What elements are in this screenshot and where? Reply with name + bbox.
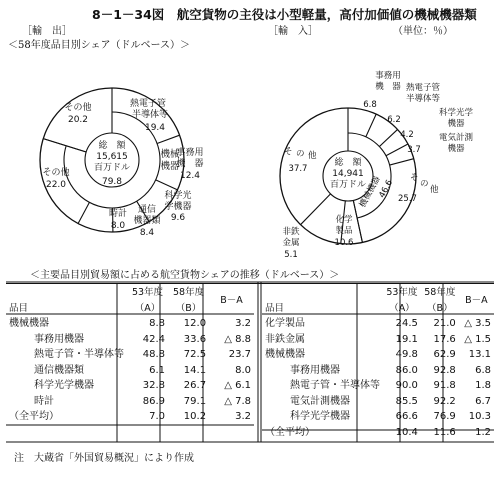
export-cell-b: 14.1 — [183, 364, 207, 376]
import-cell-b: 91.8 — [433, 380, 456, 391]
import-cell-b: 21.0 — [433, 318, 456, 329]
import-pie-labels — [282, 70, 473, 260]
pie-charts — [0, 50, 501, 265]
import-cell-a: 49.8 — [395, 349, 418, 360]
export-cell-a: 7.0 — [149, 411, 166, 422]
import-slice-edge — [386, 144, 408, 156]
export-row — [6, 409, 254, 425]
import-col-item: 品目 — [265, 302, 285, 314]
import-row — [262, 347, 494, 363]
export-value-machinery-other: 22.0 — [45, 180, 67, 190]
import-label-nonferrous: 非鉄 — [282, 227, 300, 237]
import-label-nonferrous-2: 金属 — [282, 238, 300, 248]
export-label-optical: 科学光 — [164, 191, 192, 201]
import-cell-item: 科学光学機器 — [290, 411, 350, 422]
figure-title: 8－1－34図 航空貨物の主役は小型軽量，高付加価値の機械機器類 — [92, 7, 477, 22]
export-cell-a: 86.9 — [142, 395, 166, 407]
export-cell-item: 機械機器 — [9, 318, 49, 329]
import-cell-item: 非鉄金属 — [265, 333, 305, 345]
import-value-semiconductor: 6.2 — [387, 115, 401, 125]
import-center-1: 総 額 — [334, 158, 362, 168]
export-row — [6, 347, 254, 363]
export-cell-item: （全平均） — [9, 411, 59, 422]
import-col-a-top: 53年度 — [386, 287, 418, 298]
import-cell-d: 1.8 — [475, 380, 491, 391]
export-label-semiconductor-2: 半導体等 — [131, 110, 169, 120]
import-label-chemical-2: 製品 — [335, 226, 353, 236]
import-row — [262, 425, 494, 441]
export-label-machinery-other: その他 — [42, 168, 70, 178]
export-cell-item: 通信機器類 — [34, 364, 84, 376]
import-cell-b: 11.6 — [433, 426, 456, 438]
export-col-item: 品目 — [9, 302, 29, 314]
export-cell-item: 科学光学機器 — [34, 380, 94, 391]
import-cell-b: 17.6 — [433, 333, 456, 345]
import-col-b-bot: （B） — [427, 302, 453, 314]
import-label-mach-other-3: 他 — [430, 185, 439, 195]
import-cell-d: △ 3.5 — [464, 318, 491, 329]
export-cell-d: △ 8.8 — [224, 333, 251, 345]
export-cell-a: 42.4 — [142, 333, 166, 345]
import-cell-b: 76.9 — [433, 411, 456, 422]
export-pie-labels — [42, 97, 203, 238]
export-group-label: 機械 — [160, 149, 180, 160]
export-slice-edge — [157, 135, 180, 143]
export-center-3: 百万ドル — [93, 163, 131, 173]
export-label-other: その他 — [64, 103, 92, 113]
import-cell-d: 1.2 — [475, 426, 491, 438]
import-table — [262, 285, 494, 440]
import-row — [262, 378, 494, 394]
import-cell-a: 90.0 — [395, 380, 418, 391]
export-label-telecom: 通信 — [137, 205, 157, 215]
export-cell-a: 48.8 — [142, 349, 166, 360]
export-label: ［輸 出］ — [22, 26, 72, 37]
export-cell-a: 6.1 — [149, 364, 166, 376]
import-label-chemical: 化学 — [335, 215, 353, 225]
import-cell-d: 6.7 — [475, 395, 491, 407]
import-value-mach-other: 25.7 — [398, 194, 417, 204]
import-center-3: 百万ドル — [329, 180, 367, 190]
import-row — [262, 394, 494, 410]
export-label-watch: 時計 — [108, 209, 128, 219]
export-cell-d: △ 7.8 — [224, 395, 251, 407]
import-label-other-2: の — [296, 149, 305, 159]
import-slice-edge — [366, 114, 376, 137]
export-col-diff: B－A — [220, 294, 243, 306]
import-value-optical: 4.2 — [400, 130, 414, 140]
import-cell-item: 事務用機器 — [290, 364, 340, 376]
import-label-other-1: そ — [284, 147, 293, 157]
share-heading: ＜58年度品目別シェア（ドルベース）＞ — [8, 40, 191, 51]
import-cell-a: 24.5 — [395, 318, 418, 329]
import-cell-d: △ 1.5 — [464, 333, 491, 345]
export-col-a-top: 53年度 — [131, 287, 164, 298]
export-label-telecom-2: 機器類 — [133, 216, 161, 226]
import-cell-a: 19.1 — [395, 333, 418, 345]
export-cell-d: △ 6.1 — [224, 380, 251, 391]
export-cell-a: 8.8 — [149, 318, 166, 329]
export-row — [6, 363, 254, 379]
import-cell-d: 6.8 — [475, 364, 491, 376]
import-cell-a: 10.4 — [395, 426, 418, 438]
import-cell-item: 機械機器 — [265, 349, 305, 360]
export-value-telecom: 8.4 — [139, 228, 155, 238]
import-label-optical: 科学光学 — [438, 108, 474, 118]
import-label-mach-other-1: そ — [410, 173, 419, 183]
unit-label: （単位：％） — [393, 26, 453, 37]
import-label-office: 事務用 — [375, 71, 401, 81]
import-cell-b: 92.2 — [433, 395, 456, 407]
export-col-b-bot: （B） — [175, 302, 202, 314]
export-row — [6, 316, 254, 332]
export-cell-b: 26.7 — [183, 380, 207, 391]
export-value-office: 12.4 — [179, 171, 201, 181]
export-col-b-top: 58年度 — [173, 287, 205, 298]
export-label-optical-2: 学機器 — [164, 202, 192, 212]
export-cell-item: 事務用機器 — [34, 333, 84, 345]
import-group-label: 機械機器 — [357, 174, 383, 210]
export-cell-b: 79.1 — [183, 395, 207, 407]
export-header-row-1 — [6, 285, 254, 301]
import-row — [262, 316, 494, 332]
import-value-chemical: 10.6 — [334, 238, 354, 248]
import-cell-b: 62.9 — [433, 349, 456, 360]
import-label: ［輸 入］ — [268, 26, 318, 37]
export-cell-item: 時計 — [34, 395, 54, 407]
import-slice-edge — [301, 194, 331, 225]
import-cell-item: 熱電子管・半導体等 — [290, 380, 380, 391]
export-cell-d: 8.0 — [235, 364, 251, 376]
import-cell-a: 86.0 — [395, 364, 418, 376]
import-slice-edge — [379, 129, 397, 146]
import-slice-edge — [390, 159, 414, 165]
import-col-diff: B－A — [465, 294, 488, 306]
import-cell-a: 85.5 — [395, 395, 418, 407]
import-group-value: 46.6 — [377, 178, 396, 200]
import-row — [262, 332, 494, 348]
export-cell-item: 熱電子管・半導体等 — [34, 349, 124, 360]
export-center-2: 15,615 — [96, 152, 128, 162]
export-cell-b: 72.5 — [183, 349, 207, 360]
export-label-office-2: 機 器 — [176, 159, 204, 169]
import-label-office-2: 機 器 — [375, 82, 401, 92]
import-value-elec-meas: 3.7 — [407, 145, 421, 155]
export-slice-edge — [156, 180, 178, 190]
export-group-label-2: 機器 — [160, 161, 180, 172]
export-row — [6, 394, 254, 410]
import-label-mach-other-2: の — [420, 179, 429, 189]
export-label-semiconductor: 熱電子管 — [129, 99, 167, 109]
import-label-other-3: 他 — [308, 151, 317, 161]
import-cell-d: 13.1 — [468, 349, 491, 360]
import-label-optical-2: 機器 — [447, 119, 465, 129]
import-label-elec-meas-2: 機器 — [447, 144, 465, 154]
import-col-a-bot: （A） — [389, 302, 415, 314]
export-cell-b: 12.0 — [183, 318, 207, 329]
export-cell-a: 32.8 — [142, 380, 166, 391]
export-col-a-bot: （A） — [134, 302, 161, 314]
export-cell-d: 3.2 — [235, 411, 251, 422]
import-cell-a: 66.6 — [395, 411, 418, 422]
export-value-watch: 8.0 — [110, 221, 126, 231]
export-table — [6, 285, 254, 425]
import-label-semiconductor: 熱電子管 — [405, 83, 441, 93]
import-header-row-1 — [262, 285, 494, 301]
import-value-office: 6.8 — [363, 100, 377, 110]
export-cell-d: 3.2 — [235, 318, 251, 329]
export-cell-b: 33.6 — [183, 333, 207, 345]
export-cell-d: 23.7 — [228, 349, 251, 360]
import-value-nonferrous: 5.1 — [284, 250, 298, 260]
export-table-body — [6, 316, 254, 425]
import-row — [262, 363, 494, 379]
import-cell-item: 化学製品 — [265, 318, 305, 329]
import-row — [262, 409, 494, 425]
import-table-body — [262, 316, 494, 440]
import-cell-b: 92.8 — [433, 364, 456, 376]
import-center-2: 14,941 — [332, 169, 364, 179]
export-cell-b: 10.2 — [183, 411, 207, 422]
import-cell-item: （全平均） — [265, 426, 315, 438]
import-cell-d: 10.3 — [468, 411, 491, 422]
import-value-other: 37.7 — [288, 164, 308, 174]
export-center-1: 総 額 — [98, 141, 126, 151]
import-label-semiconductor-2: 半導体等 — [405, 94, 441, 104]
export-value-other: 20.2 — [67, 115, 89, 125]
export-row — [6, 378, 254, 394]
export-value-optical: 9.6 — [170, 213, 186, 223]
import-label-elec-meas: 電気計測 — [438, 133, 474, 143]
export-value-semiconductor: 19.4 — [144, 123, 166, 133]
source-note: 注 大蔵省「外国貿易概況」により作成 — [14, 453, 194, 464]
export-group-value: 79.8 — [101, 177, 123, 187]
trend-heading: ＜主要品目別貿易額に占める航空貨物シェアの推移（ドルベース）＞ — [30, 270, 340, 281]
export-slice-edge — [78, 202, 89, 223]
import-cell-item: 電気計測機器 — [290, 395, 350, 407]
export-row — [6, 332, 254, 348]
import-col-b-top: 58年度 — [424, 287, 456, 298]
export-label-office: 事務用 — [176, 148, 204, 158]
